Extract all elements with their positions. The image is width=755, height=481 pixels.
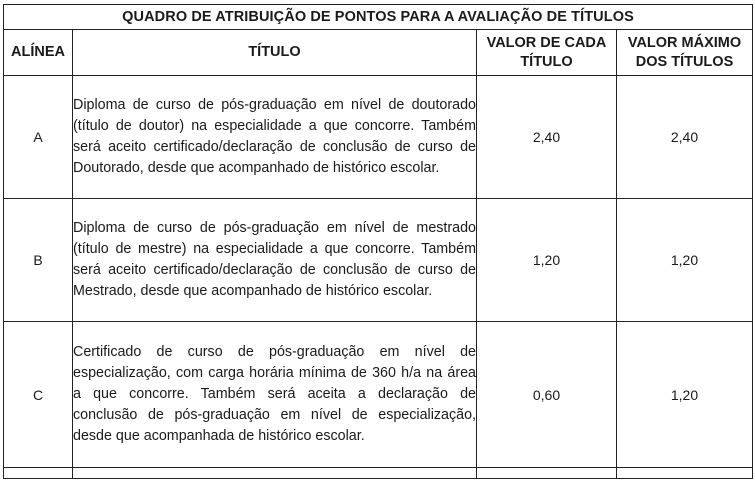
empty-cell <box>617 468 753 479</box>
row-alinea: A <box>4 76 73 199</box>
empty-cell <box>73 468 477 479</box>
header-titulo: TÍTULO <box>73 30 477 76</box>
row-titulo: Certificado de curso de pós-graduação em nível de especialização, com carga horária mínima de 360 h/a na área a que concorre. Também será aceita a declaração de conclusão de pós-graduação em nível de especialização, desde que acompanhada de histórico escolar. <box>73 322 477 468</box>
header-valor-cada: VALOR DE CADA TÍTULO <box>477 30 617 76</box>
row-alinea: C <box>4 322 73 468</box>
row-titulo: Diploma de curso de pós-graduação em nível de mestrado (título de mestre) na especialidade a que concorre. Também será aceito certificado/declaração de conclusão de curso de Mestrado, desde que acompanhado de histórico escolar. <box>73 199 477 322</box>
row-valor-cada: 1,20 <box>477 199 617 322</box>
table-row <box>4 199 753 322</box>
table-header-row <box>4 30 753 76</box>
row-valor-maximo: 2,40 <box>617 76 753 199</box>
table-row <box>4 322 753 468</box>
table-caption-row <box>4 5 753 30</box>
row-valor-cada: 2,40 <box>477 76 617 199</box>
header-alinea: ALÍNEA <box>4 30 73 76</box>
row-valor-maximo: 1,20 <box>617 199 753 322</box>
table-row-partial <box>4 468 753 479</box>
table-row <box>4 76 753 199</box>
empty-cell <box>477 468 617 479</box>
table-caption: QUADRO DE ATRIBUIÇÃO DE PONTOS PARA A AVALIAÇÃO DE TÍTULOS <box>4 5 753 30</box>
row-valor-cada: 0,60 <box>477 322 617 468</box>
header-valor-maximo: VALOR MÁXIMO DOS TÍTULOS <box>617 30 753 76</box>
row-alinea: B <box>4 199 73 322</box>
row-titulo: Diploma de curso de pós-graduação em nível de doutorado (título de doutor) na especialidade a que concorre. Também será aceito certificado/declaração de conclusão de curso de Doutorado, desde que acompanhado de histórico escolar. <box>73 76 477 199</box>
row-valor-maximo: 1,20 <box>617 322 753 468</box>
empty-cell <box>4 468 73 479</box>
titles-points-table <box>3 4 753 479</box>
